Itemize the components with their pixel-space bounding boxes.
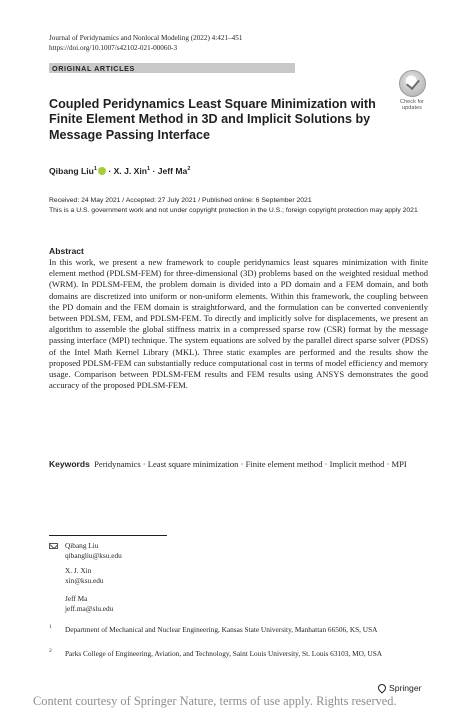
author-affiliation-mark: 1 [147,166,151,172]
affiliation-number: 1 [49,624,52,630]
affiliation-number: 2 [49,648,52,654]
author-list [49,164,190,177]
author-separator: · [150,166,158,176]
author-affiliation-mark: 2 [187,166,191,172]
affiliation-text: Department of Mechanical and Nuclear Engineering, Kansas State University, Manhattan 66506, KS, USA [65,625,378,634]
copyright-line: This is a U.S. government work and not under copyright protection in the U.S.; foreign copyright protection may apply 2021 [49,206,418,214]
contact-email[interactable]: qibangliu@ksu.edu [65,551,122,560]
footnote-rule [49,535,167,536]
keywords-list: Peridynamics · Least square minimization · Finite element method · Implicit method · MPI [94,459,407,469]
affiliation-item [49,625,429,645]
abstract-text: In this work, we present a new framework to couple peridynamics least squares minimization with finite element method (PDLSM-FEM) for three-dimensional (3D) problems based on the weighted residual method (WRM). In PDLSM-FEM, the problem domain is divided into a PD domain and a FEM domain, and both domains are discretized into uniform or non-uniform elements. Within this framework, the coupling between the PD domain and the FEM domain is straightforward, and the formulation can be converted conveniently between PDLSM, FEM, and PDLSM-FEM. To directly and implicitly solve for displacements, we present an algorithm to assemble the global stiffness matrix in a compressed sparse row (CSR) format by the message passing interface (MPI) technique. The system equations are solved by the parallel direct sparse solver (PDSS) of the Intel Math Kernel Library (MKL). Three static examples are performed and the results show the proposed PDLSM-FEM can substantially reduce computational cost in terms of model efficiency and memory usage. Comparison between PDLSM-FEM results and FEM results using ANSYS demonstrates the good accuracy of the proposed PDLSM-FEM. [49,257,428,391]
envelope-icon [49,543,58,549]
contact-email[interactable]: jeff.ma@slu.edu [65,604,114,613]
check-updates-label: Check for updates [400,99,424,112]
publisher-logo [378,683,421,693]
doi-link[interactable]: https://doi.org/10.1007/s42102-021-00060-3 [49,44,178,52]
author-name[interactable]: Qibang Liu [49,166,94,176]
journal-header [49,33,242,53]
affiliation-text: Parks College of Engineering, Aviation, and Technology, Saint Louis University, St. Louis 63103, MO, USA [65,649,383,658]
check-for-updates-badge[interactable] [395,70,429,120]
contact-email[interactable]: xin@ksu.edu [65,576,104,585]
author-name[interactable]: X. J. Xin [113,166,148,176]
publication-dates [49,196,429,215]
keywords-section [49,459,428,470]
correspondence-block [49,541,249,617]
article-category: ORIGINAL ARTICLES [52,63,135,73]
author-affiliation-mark: 1 [93,166,97,172]
keywords-label: Keywords [49,459,90,469]
article-title: Coupled Peridynamics Least Square Minimization with Finite Element Method in 3D and Implicit Solutions by Message Passing Interface [49,97,376,142]
check-updates-icon [399,70,426,97]
springer-horse-icon [376,682,387,693]
contact-name: X. J. Xin [65,566,92,575]
author-separator: · [105,166,114,176]
contact-name: Jeff Ma [65,594,88,603]
journal-citation: Journal of Peridynamics and Nonlocal Modeling (2022) 4:421–451 [49,34,243,42]
courtesy-notice: Content courtesy of Springer Nature, terms of use apply. Rights reserved. [33,694,397,708]
contact-name: Qibang Liu [65,541,99,550]
abstract-heading: Abstract [49,246,84,256]
author-name[interactable]: Jeff Ma [157,166,188,176]
dates-line: Received: 24 May 2021 / Accepted: 27 July 2021 / Published online: 6 September 2021 [49,197,312,204]
publisher-name: Springer [389,683,422,693]
orcid-icon[interactable] [98,167,106,175]
affiliation-item [49,649,429,669]
